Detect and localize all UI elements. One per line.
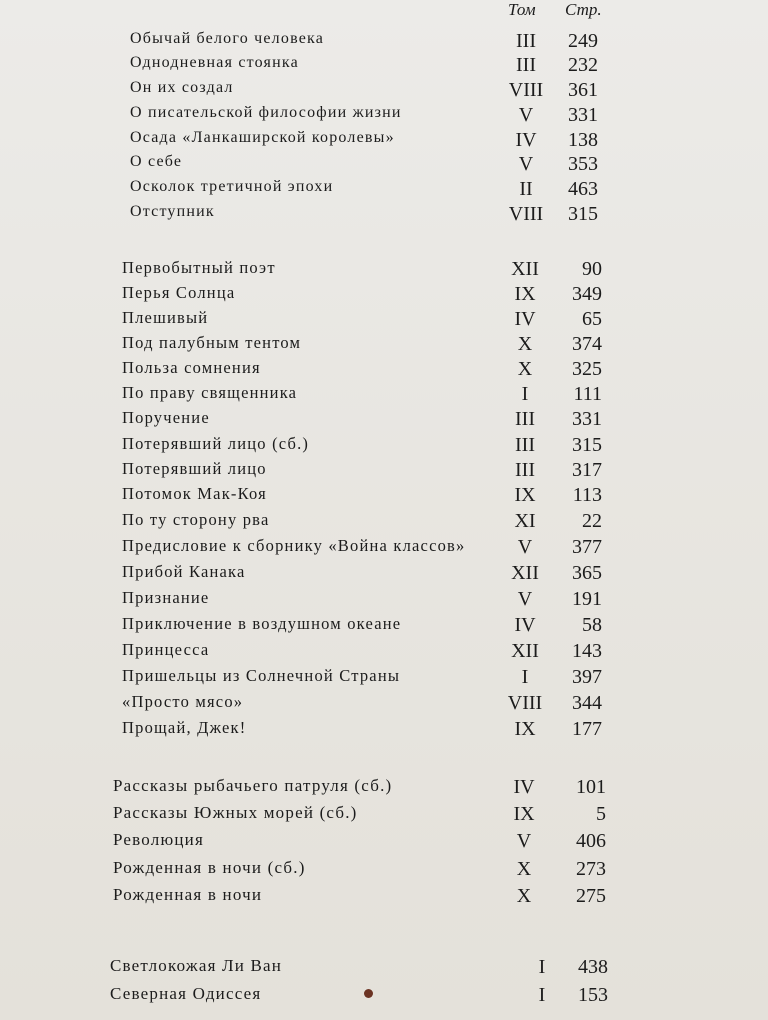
index-entry — [0, 408, 620, 432]
index-entry — [0, 776, 620, 800]
entry-page: 315 — [568, 203, 598, 225]
entry-title: Рассказы рыбачьего патруля (сб.) — [113, 776, 393, 795]
entry-page: 113 — [572, 484, 602, 506]
entry-title: Потерявший лицо — [122, 459, 267, 478]
entry-volume: III — [516, 54, 536, 76]
entry-title: Перья Солнца — [122, 283, 236, 302]
entry-title: Польза сомнения — [122, 358, 261, 377]
page-column-label: Стр. — [565, 0, 602, 19]
entry-title: Осада «Ланкаширской королевы» — [130, 129, 395, 146]
entry-page: 331 — [568, 104, 598, 126]
entry-title: Признание — [122, 588, 210, 607]
entry-title: Светлокожая Ли Ван — [110, 956, 283, 975]
index-entry — [0, 692, 620, 716]
entry-page: 22 — [582, 510, 602, 532]
index-entry — [0, 984, 620, 1008]
entry-page: 365 — [572, 562, 602, 584]
index-entry — [0, 104, 620, 128]
entry-page: 438 — [578, 956, 608, 978]
entry-page: 275 — [576, 885, 606, 907]
entry-volume: IV — [514, 308, 536, 330]
entry-page: 143 — [572, 640, 602, 662]
entry-page: 361 — [568, 79, 598, 101]
entry-page: 58 — [582, 614, 602, 636]
entry-page: 191 — [572, 588, 602, 610]
entry-volume: XII — [511, 562, 539, 584]
entry-volume: I — [521, 383, 529, 405]
index-entry — [0, 858, 620, 882]
entry-title: Под палубным тентом — [122, 333, 302, 352]
entry-volume: I — [538, 956, 546, 978]
entry-title: Он их создал — [130, 79, 234, 96]
entry-title: Приключение в воздушном океане — [122, 614, 402, 633]
entry-volume: VIII — [508, 79, 544, 101]
index-entry — [0, 803, 620, 827]
index-entry — [0, 283, 620, 307]
index-entry — [0, 718, 620, 742]
entry-title: По ту сторону рва — [122, 510, 270, 529]
entry-title: Предисловие к сборнику «Война классов» — [122, 536, 466, 555]
index-entry — [0, 434, 620, 458]
index-entry — [0, 830, 620, 854]
entry-title: Однодневная стоянка — [130, 54, 299, 71]
entry-title: Первобытный поэт — [122, 258, 276, 277]
entry-volume: IX — [513, 803, 535, 825]
entry-volume: V — [518, 104, 534, 126]
entry-page: 406 — [576, 830, 606, 852]
entry-title: Отступник — [130, 203, 215, 220]
entry-page: 111 — [573, 383, 602, 405]
entry-page: 315 — [572, 434, 602, 456]
entry-page: 344 — [572, 692, 602, 714]
entry-volume: IV — [515, 129, 537, 151]
column-header — [0, 0, 768, 22]
entry-page: 90 — [582, 258, 602, 280]
entry-volume: I — [521, 666, 529, 688]
entry-title: Рожденная в ночи — [113, 885, 263, 904]
entry-title: Рожденная в ночи (сб.) — [113, 858, 306, 877]
entry-volume: X — [517, 358, 533, 380]
index-entry — [0, 54, 620, 78]
entry-volume: V — [518, 153, 534, 175]
entry-page: 273 — [576, 858, 606, 880]
entry-volume: XII — [511, 640, 539, 662]
entry-title: О писательской философии жизни — [130, 104, 402, 121]
entry-volume: V — [517, 536, 533, 558]
index-entry — [0, 562, 620, 586]
entry-page: 65 — [582, 308, 602, 330]
index-entry — [0, 510, 620, 534]
entry-page: 101 — [576, 776, 606, 798]
entry-volume: III — [515, 434, 535, 456]
index-entry — [0, 484, 620, 508]
entry-title: Прощай, Джек! — [122, 718, 247, 737]
index-entry — [0, 358, 620, 382]
entry-title: Прибой Канака — [122, 562, 246, 581]
entry-volume: IV — [513, 776, 535, 798]
entry-page: 5 — [596, 803, 606, 825]
entry-volume: IV — [514, 614, 536, 636]
entry-volume: XII — [511, 258, 539, 280]
entry-page: 232 — [568, 54, 598, 76]
entry-page: 317 — [572, 459, 602, 481]
entry-title: О себе — [130, 153, 183, 170]
entry-volume: I — [538, 984, 546, 1006]
index-entry — [0, 536, 620, 560]
entry-title: «Просто мясо» — [122, 692, 244, 711]
entry-volume: IX — [514, 484, 536, 506]
entry-volume: III — [515, 459, 535, 481]
index-entry — [0, 956, 620, 980]
entry-page: 177 — [572, 718, 602, 740]
index-entry — [0, 885, 620, 909]
index-entry — [0, 614, 620, 638]
entry-title: Принцесса — [122, 640, 210, 659]
entry-volume: X — [517, 333, 533, 355]
entry-volume: III — [516, 30, 536, 52]
entry-volume: X — [516, 885, 532, 907]
index-entry — [0, 79, 620, 103]
entry-title: Революция — [113, 830, 204, 849]
entry-title: Северная Одиссея — [110, 984, 262, 1003]
entry-page: 463 — [568, 178, 598, 200]
entry-volume: IX — [514, 283, 536, 305]
entry-title: Обычай белого человека — [130, 30, 325, 47]
index-entry — [0, 666, 620, 690]
ink-spot — [364, 989, 373, 998]
entry-title: Рассказы Южных морей (сб.) — [113, 803, 358, 822]
entry-volume: V — [516, 830, 532, 852]
entry-volume: XI — [514, 510, 536, 532]
index-entry — [0, 30, 620, 54]
entry-volume: VIII — [507, 692, 543, 714]
entry-page: 374 — [572, 333, 602, 355]
entry-title: Пришельцы из Солнечной Страны — [122, 666, 401, 685]
entry-page: 353 — [568, 153, 598, 175]
entry-page: 377 — [572, 536, 602, 558]
volume-column-label: Том — [508, 0, 536, 19]
entry-title: По праву священника — [122, 383, 298, 402]
index-entry — [0, 640, 620, 664]
entry-volume: IX — [514, 718, 536, 740]
entry-page: 349 — [572, 283, 602, 305]
entry-page: 325 — [572, 358, 602, 380]
entry-page: 153 — [578, 984, 608, 1006]
entry-title: Плешивый — [122, 308, 209, 327]
index-entry — [0, 308, 620, 332]
entry-page: 138 — [568, 129, 598, 151]
index-entry — [0, 459, 620, 483]
index-entry — [0, 203, 620, 227]
entry-title: Потомок Мак-Коя — [122, 484, 267, 503]
index-entry — [0, 333, 620, 357]
entry-page: 331 — [572, 408, 602, 430]
entry-volume: VIII — [508, 203, 544, 225]
entry-title: Потерявший лицо (сб.) — [122, 434, 310, 453]
index-entry — [0, 383, 620, 407]
index-entry — [0, 178, 620, 202]
entry-volume: X — [516, 858, 532, 880]
index-entry — [0, 129, 620, 153]
entry-page: 397 — [572, 666, 602, 688]
entry-page: 249 — [568, 30, 598, 52]
entry-title: Осколок третичной эпохи — [130, 178, 334, 195]
entry-title: Поручение — [122, 408, 210, 427]
index-entry — [0, 153, 620, 177]
entry-volume: III — [515, 408, 535, 430]
index-entry — [0, 588, 620, 612]
entry-volume: V — [517, 588, 533, 610]
entry-volume: II — [519, 178, 533, 200]
index-entry — [0, 258, 620, 282]
